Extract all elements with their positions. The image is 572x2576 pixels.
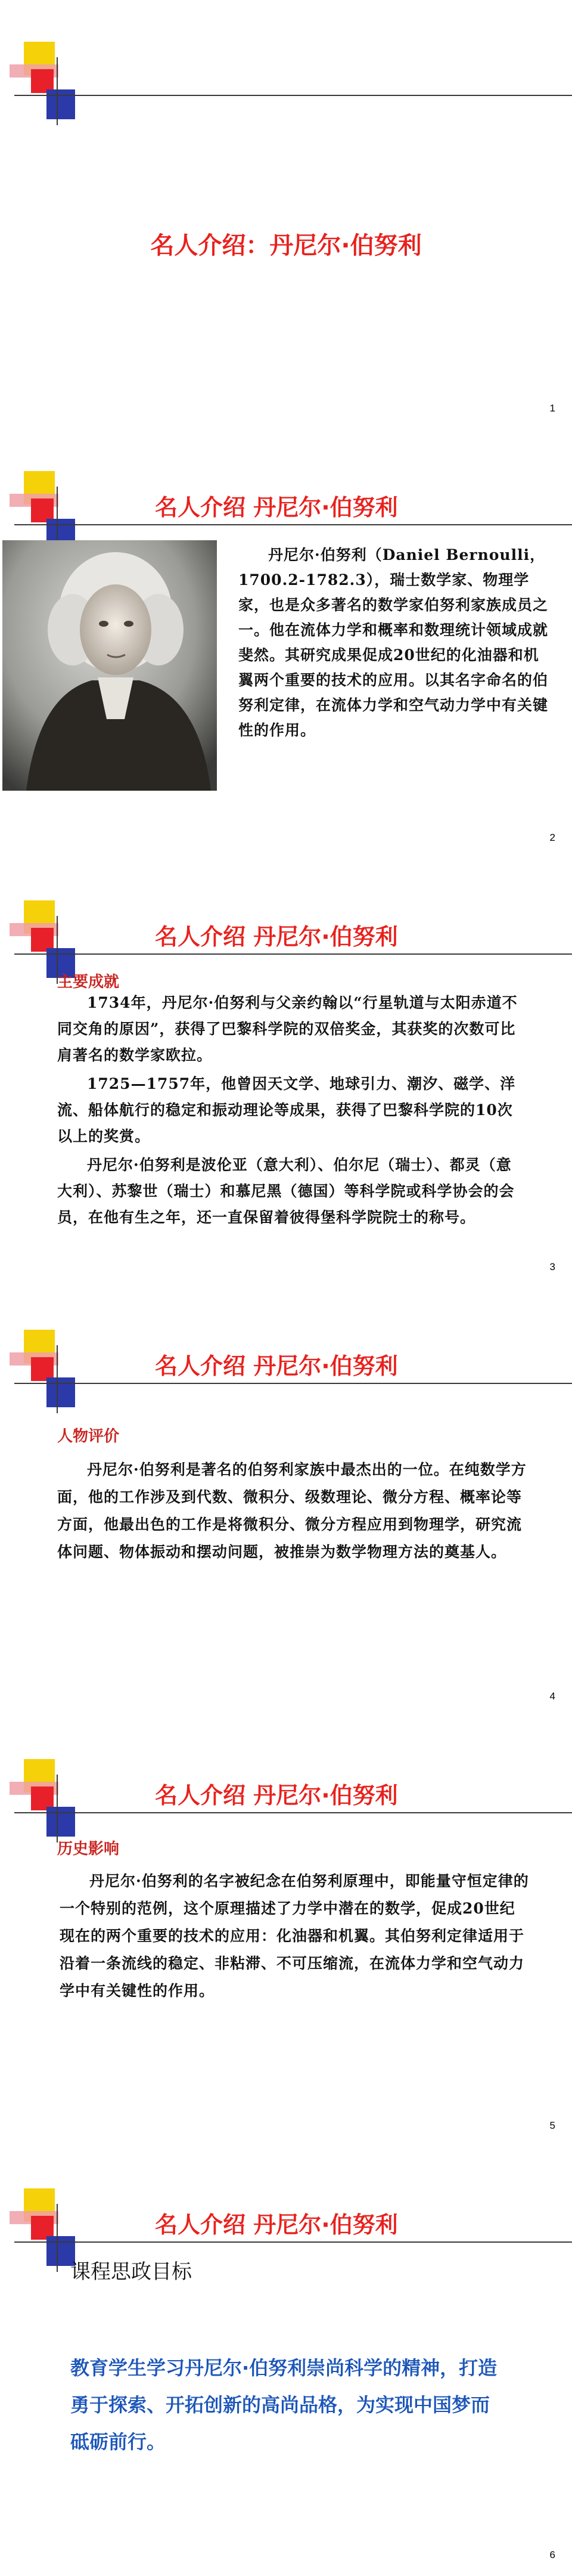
page-number: 6 (549, 2549, 555, 2560)
portrait-image (2, 540, 217, 791)
achievements-text (57, 990, 522, 1233)
paragraph: 1725—1757年，他曾因天文学、地球引力、潮汐、磁学、洋流、船体航行的稳定和振动理论等成果，获得了巴黎科学院的10次以上的奖赏。 (57, 1075, 516, 1145)
slide-title: 名人介绍：丹尼尔·伯努利 (150, 232, 422, 259)
section-label: 历史影响 (57, 1840, 120, 1858)
evaluation-text (57, 1456, 534, 1568)
page-number: 1 (549, 402, 555, 414)
page-number: 4 (549, 1690, 555, 1702)
page-number: 2 (549, 832, 555, 843)
bio-text: 丹尼尔·伯努利（Daniel Bernoulli，1700.2-1782.3），瑞士数学家、物理学家，也是众多著名的数学家伯努利家族成员之一。他在流体力学和概率和数理统计领域成就斐然。其研究成果促成20世纪的化油器和机翼两个重要的技术的应用。以其名字命名的伯努利定律，在流体力学和空气动力学中有关键性的作用。 (238, 546, 549, 739)
slide-2 (0, 429, 572, 859)
slide-title: 名人介绍 丹尼尔·伯努利 (155, 1353, 398, 1379)
section-label: 人物评价 (57, 1428, 120, 1445)
goal-heading: 课程思政目标 (70, 2260, 192, 2284)
goal-text: 教育学生学习丹尼尔·伯努利崇尚科学的精神，打造勇于探索、开拓创新的高尚品格，为实现中国梦而砥砺前行。 (70, 2357, 498, 2453)
slide-4 (0, 1288, 572, 1717)
page-number: 5 (549, 2120, 555, 2131)
slide-6 (0, 2147, 572, 2576)
influence-text (60, 1868, 530, 2007)
slide-title: 名人介绍 丹尼尔·伯努利 (155, 494, 398, 521)
slide-5 (0, 1717, 572, 2147)
slide-title: 名人介绍 丹尼尔·伯努利 (155, 2212, 398, 2238)
paragraph: 丹尼尔·伯努利是波伦亚（意大利）、伯尔尼（瑞士）、都灵（意大利）、苏黎世（瑞士）和慕尼黑（德国）等科学院或科学协会的会员，在他有生之年，还一直保留着彼得堡科学院院士的称号。 (57, 1156, 515, 1226)
section-label: 主要成就 (57, 973, 120, 991)
page-number: 3 (549, 1261, 555, 1272)
paragraph: 丹尼尔·伯努利是著名的伯努利家族中最杰出的一位。在纯数学方面，他的工作涉及到代数、微积分、级数理论、微分方程、概率论等方面，他最出色的工作是将微积分、微分方程应用到物理学，研究流体问题、物体振动和摆动问题，被推崇为数学物理方法的奠基人。 (57, 1461, 527, 1561)
paragraph: 丹尼尔·伯努利的名字被纪念在伯努利原理中，即能量守恒定律的一个特别的范例，这个原理描述了力学中潜在的数学，促成20世纪现在的两个重要的技术的应用：化油器和机翼。其伯努利定律适用于沿着一条流线的稳定、非粘滞、不可压缩流，在流体力学和空气动力学中有关键性的作用。 (60, 1872, 529, 1999)
slide-title: 名人介绍 丹尼尔·伯努利 (155, 1782, 398, 1809)
paragraph: 1734年，丹尼尔·伯努利与父亲约翰以“行星轨道与太阳赤道不同交角的原因”，获得了巴黎科学院的双倍奖金，其获奖的次数可比肩著名的数学家欧拉。 (57, 994, 518, 1064)
slide-title: 名人介绍 丹尼尔·伯努利 (155, 924, 398, 950)
corner-decoration (0, 0, 572, 155)
slide-3 (0, 859, 572, 1288)
slide-1 (0, 0, 572, 429)
